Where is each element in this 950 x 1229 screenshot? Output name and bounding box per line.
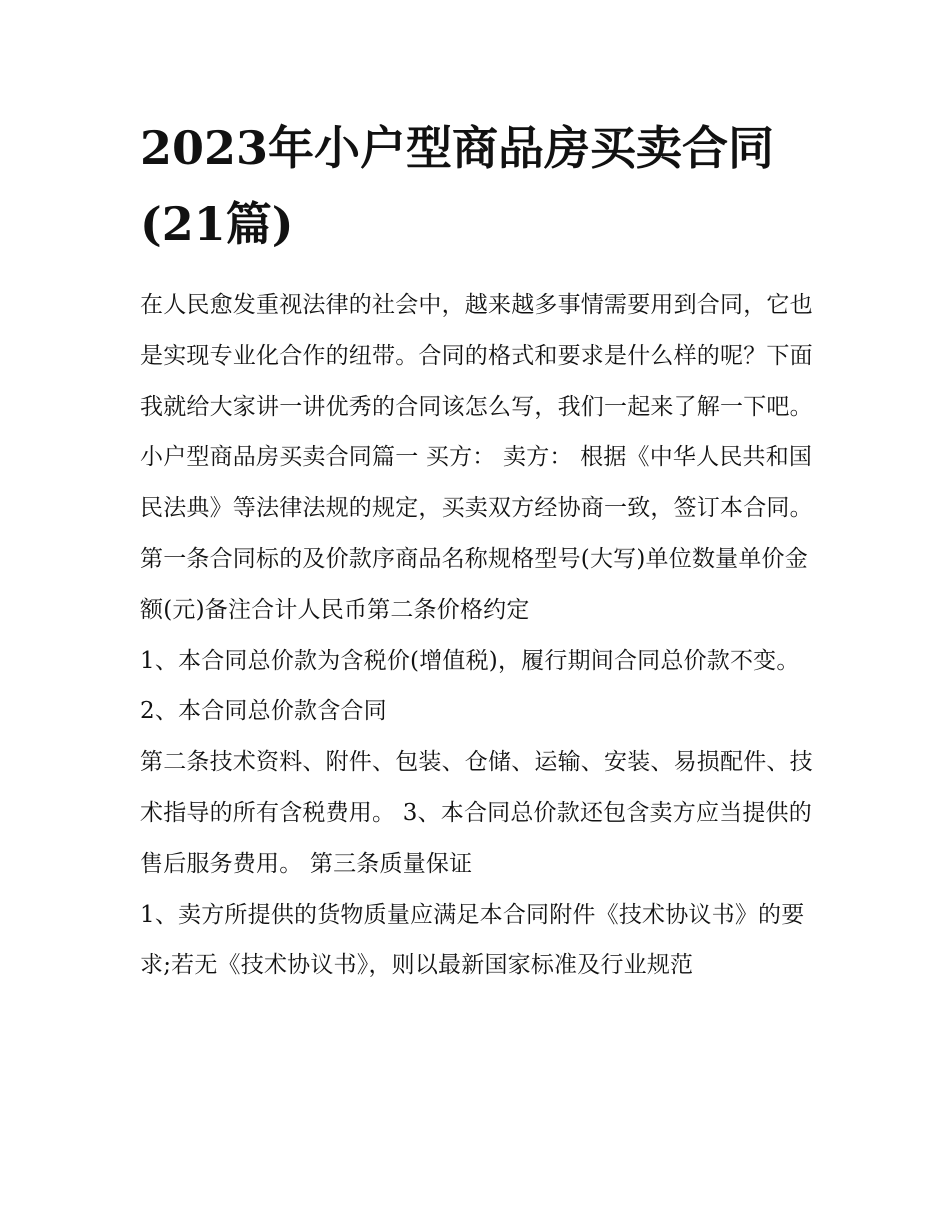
paragraph-price-item-1: 1、本合同总价款为含税价(增值税)，履行期间合同总价款不变。 2、本合同总价款含合同 (140, 647, 800, 725)
paragraph-price-item-2: 第二条技术资料、附件、包装、仓储、运输、安装、易损配件、技术指导的所有含税费用。 3、本合同总价款还包含卖方应当提供的售后服务费用。 第三条质量保证 (140, 749, 813, 877)
title-line-2: (21篇) (140, 197, 294, 251)
paragraph-intro: 在人民愈发重视法律的社会中，越来越多事情需要用到合同，它也是实现专业化合作的纽带。合同的格式和要求是什么样的呢？下面我就给大家讲一讲优秀的合同该怎么写，我们一起来了解一下吧。 (140, 292, 813, 420)
paragraph-parties: 小户型商品房买卖合同篇一 买方： 卖方： 根据《中华人民共和国民法典》等法律法规的规定，买卖双方经协商一致，签订本合同。 (140, 444, 813, 522)
document-title (140, 110, 820, 262)
document-body (140, 110, 820, 991)
paragraph-article-1: 第一条合同标的及价款序商品名称规格型号(大写)单位数量单价金额(元)备注合计人民币第二条价格约定 (140, 545, 808, 623)
paragraph-quality-item-1: 1、卖方所提供的货物质量应满足本合同附件《技术协议书》的要求;若无《技术协议书》，则以最新国家标准及行业规范 (140, 901, 805, 979)
title-line-1: 2023年小户型商品房买卖合同 (140, 121, 775, 175)
